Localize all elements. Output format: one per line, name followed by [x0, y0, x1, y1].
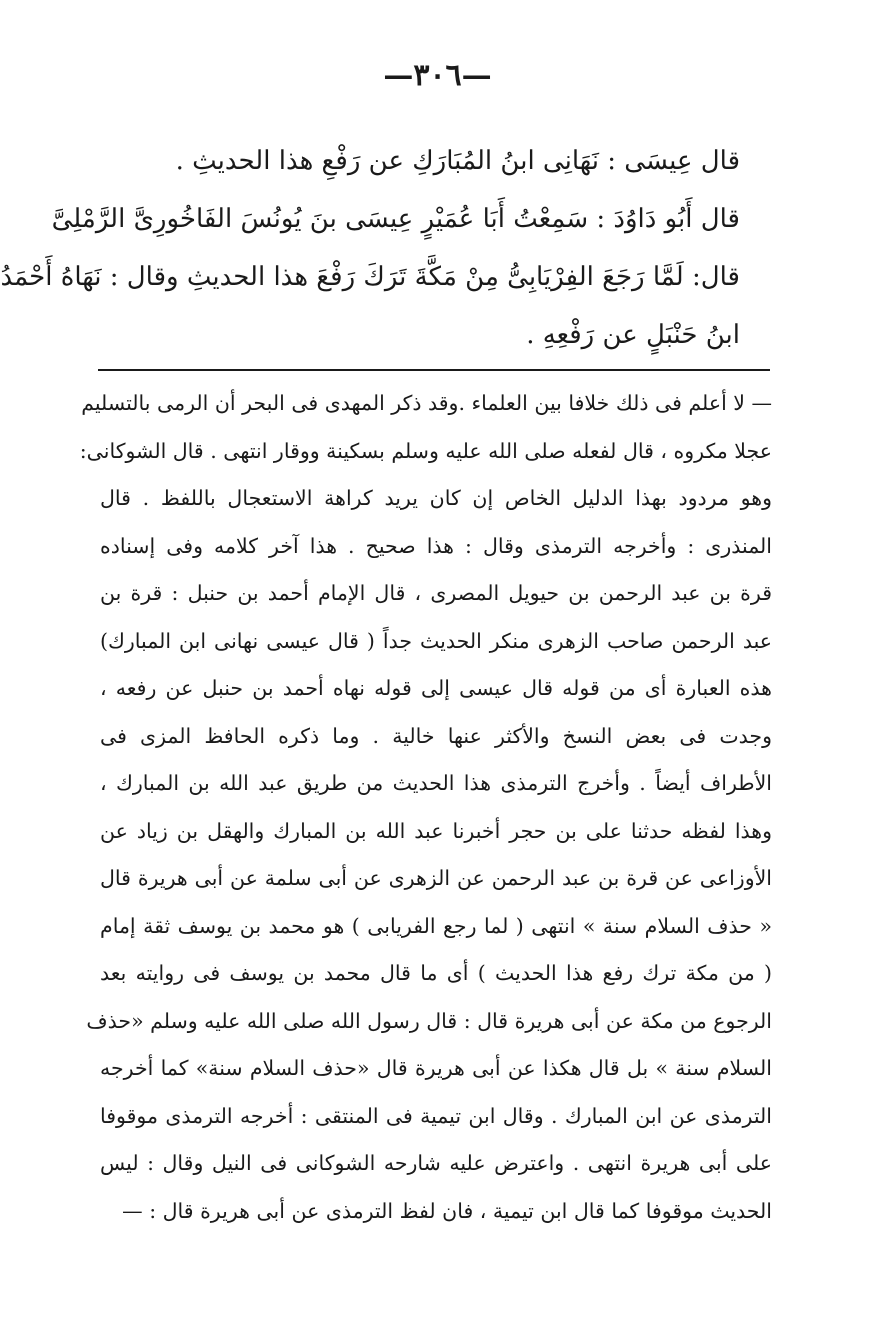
footnote-line: الرجوع من مكة عن أبى هريرة قال : قال رسول الله صلى الله عليه وسلم «حذف: [86, 1008, 772, 1033]
main-text: [0, 132, 740, 364]
footnote-line: الأطراف أيضاً . وأخرج الترمذى هذا الحديث من طريق عبد الله بن المبارك ،: [100, 771, 772, 795]
footnote-line: الحديث موقوفا كما قال ابن تيمية ، فان لفظ الترمذى عن أبى هريرة قال : —: [122, 1198, 772, 1223]
footnote-line: المنذرى : وأخرجه الترمذى وقال : هذا صحيح . هذا آخر كلامه وفى إسناده: [100, 533, 772, 558]
footnote-line: وجدت فى بعض النسخ والأكثر عنها خالية . وما ذكره الحافظ المزى فى: [100, 723, 772, 748]
footnote-line: وهذا لفظه حدثنا على بن حجر أخبرنا عبد الله بن المبارك والهقل بن زياد عن: [100, 818, 772, 843]
footnote: [79, 380, 772, 1235]
footnote-line: الترمذى عن ابن المبارك . وقال ابن تيمية فى المنتقى : أخرجه الترمذى موقوفا: [100, 1103, 772, 1128]
main-text-line: قال أَبُو دَاوُدَ : سَمِعْتُ أَبَا عُمَيْرٍ عِيسَى بنَ يُونُسَ الفَاخُورِىَّ الرَّمْلِىَّ: [51, 204, 740, 234]
main-text-line: ابنُ حَنْبَلٍ عن رَفْعِهِ .: [526, 320, 740, 350]
footnote-line: وهو مردود بهذا الدليل الخاص إن كان يريد كراهة الاستعجال باللفظ . قال: [100, 486, 772, 510]
footnote-line: عجلا مكروه ، قال لفعله صلى الله عليه وسلم بسكينة ووقار انتهى . قال الشوكانى:: [79, 438, 772, 463]
footnote-line: قرة بن عبد الرحمن بن حيويل المصرى ، قال الإمام أحمد بن حنبل : قرة بن: [100, 581, 772, 605]
footnote-line: هذه العبارة أى من قوله قال عيسى إلى قوله نهاه أحمد بن حنبل عن رفعه ،: [100, 676, 772, 700]
main-text-line: قال: لَمَّا رَجَعَ الفِرْيَابِىُّ مِنْ مَكَّةَ تَرَكَ رَفْعَ هذا الحديثِ وقال : نَهَاهُ أَحْمَدُ: [0, 262, 740, 292]
footnote-line: الأوزاعى عن قرة بن عبد الرحمن عن الزهرى عن أبى سلمة عن أبى هريرة قال: [100, 866, 772, 890]
footnote-line: عبد الرحمن صاحب الزهرى منكر الحديث جداً ( قال عيسى نهانى ابن المبارك): [100, 628, 772, 653]
page-number: —٣٠٦—: [383, 58, 492, 93]
footnote-separator: [98, 369, 770, 371]
footnote-line: السلام سنة » بل قال هكذا عن أبى هريرة قال «حذف السلام سنة» كما أخرجه: [100, 1056, 772, 1080]
footnote-line: على أبى هريرة انتهى . واعترض عليه شارحه الشوكانى فى النيل وقال : ليس: [100, 1151, 772, 1175]
main-text-line: قال عِيسَى : نَهَانِى ابنُ المُبَارَكِ عن رَفْعِ هذا الحديثِ .: [175, 146, 740, 176]
footnote-line: — لا أعلم فى ذلك خلافا بين العلماء .وقد ذكر المهدى فى البحر أن الرمى بالتسليم: [81, 391, 772, 415]
footnote-line: « حذف السلام سنة » انتهى ( لما رجع الفريابى ) هو محمد بن يوسف ثقة إمام: [100, 913, 772, 938]
footnote-line: ( من مكة ترك رفع هذا الحديث ) أى ما قال محمد بن يوسف فى روايته بعد: [100, 961, 772, 985]
